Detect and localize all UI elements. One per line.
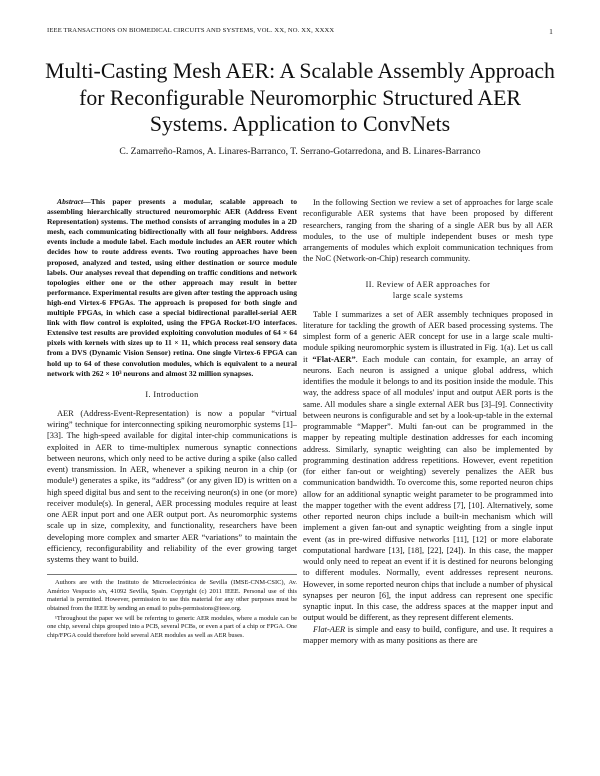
right-column	[303, 197, 553, 646]
review-paragraph-1-start: Table I summarizes a set of AER assembly techniques proposed in literature for tackling the growth of AER based processing systems. The simplest form of a generic AER concept for use in a large scale multi-module spiking neuromorphic system is illustrated in Fig. 1(a). Let us call it	[303, 309, 553, 364]
section-heading-review	[303, 279, 553, 301]
left-column	[47, 197, 297, 642]
footnote-1: ¹Throughout the paper we will be referring to generic AER modules, where a module can be one chip, several chips grouped into a PCB, several PCBs, or even a part of a chip or FPGA. One chip/FPGA could therefore hold several AER modules as well as AER buses.	[47, 615, 297, 639]
section-heading-review-line1: II. Review of AER approaches for	[365, 279, 491, 289]
abstract-text: This paper presents a modular, scalable approach to assembling hierarchically structured neuromorphic AER (Address Event Representation) systems. The method consists of arranging modules in a 2D mesh, each communicating bidirectionally with all four neighbors. Address events include a module label. Each module includes an AER router which decides how to route address events. Two routing approaches have been proposed, analyzed and tested, using either destination or source module labels. Our analyses reveal that depending on traffic conditions and network topologies either one or the other approach may result in better performance. Experimental results are given after testing the approach using high-end Virtex-6 FPGAs. The approach is proposed for both single and multiple FPGAs, in which case a special bidirectional parallel-serial AER link with flow control is exploited, using the FPGA Rocket-I/O interfaces. Extensive test results are provided exploiting convolution modules of 64 × 64 pixels with kernels with sizes up to 11 × 11, which process real sensory data from a DVS (Dynamic Vision Sensor) retina. One single Virtex-6 FPGA can hold up to 64 of these convolution modules, which is equivalent to a neural network with 262 × 10³ neurons and almost 32 million synapses.	[47, 197, 297, 378]
review-paragraph-2	[303, 624, 553, 647]
review-paragraph-1	[303, 309, 553, 624]
flat-aer-term-italic: Flat-AER	[313, 624, 346, 634]
page-number: 1	[549, 27, 553, 36]
paper-title: Multi-Casting Mesh AER: A Scalable Assembly Approach for Reconfigurable Neuromorphic Structured AER Systems. Application to ConvNets	[45, 59, 555, 136]
abstract-label: Abstract—	[57, 197, 91, 206]
intro-paragraph: AER (Address-Event-Representation) is now a popular “virtual wiring” technique for interconnecting spiking neuromorphic systems [1]–[33]. The high-speed available for digital inter-chip communications is exploited in AER to time-multiplex numerous synaptic connections between neurons, which only need to be active during a spike (also called event) transmission. In AER, whenever a spiking neuron in a chip (or module¹) generates a spike, its “address” (or any given ID) is written on a high speed digital bus and sent to the receiving neuron(s) in one (or more) receiver module(s). In general, AER processing modules require at least one AER input port and one AER output port. As neuromorphic systems scale up in size, complexity, and functionality, researchers have been developing more complex and smarter AER “variations” to maintain the efficiency, reconfigurability and reliability of the ever growing target systems they want to build.	[47, 408, 297, 565]
review-paragraph-1-rest: . Each module can contain, for example, an array of neurons. Each neuron is assigned a unique global address, which identifies the module it belongs to and its position inside the module. This way, the address space of all modules' input and output AER ports is the same. All modules share a single external AER bus [3]–[9]. Connectivity between neurons is configurable and set by a look-up-table in the external programmable “Mapper”. Multi fan-out can be programmed in the mapper by repeating multiple destination addresses for each incoming address. Similarly, synaptic weighting can also be implemented by programming destination address repetitions. However, event repetition (for either fan-out or weighting) severely penalizes the AER bus communication bandwidth. To overcome this, some reported neuron chips allow for an additional synaptic weight parameter to be programmed into the mapper together with the event address [7], [10]. Alternatively, some other reported neuron chips include a built-in mechanism which will implement a given fan-out and synaptic weighting from a single input event (as in pre-wired diffusive networks [11], [12] or more elaborate computational hardware [13], [18], [22], [24]). In this case, the mapper would only need to repeat an event if it is destined for neurons belonging to different modules. Normally, event addresses represent neurons. However, in some reported neuron chips that include a number of physical synapses per neuron [6], the input address can represent one specific synaptic input. In this case, the address spaces at the mapper input and output would be different, as they represent different elements.	[303, 354, 553, 623]
author-list: C. Zamarreño-Ramos, A. Linares-Barranco, T. Serrano-Gotarredona, and B. Linares-Barranco	[119, 146, 481, 157]
journal-name: IEEE TRANSACTIONS ON BIOMEDICAL CIRCUITS AND SYSTEMS, VOL. XX, NO. XX, XXXX	[47, 27, 335, 34]
flat-aer-term: “Flat-AER”	[312, 354, 356, 364]
abstract	[47, 197, 297, 379]
overview-paragraph: In the following Section we review a set of approaches for large scale reconfigurable AER systems that have been proposed by different researchers, ranging from the sharing of a single AER bus by all AER modules, to the use of multiple independent buses or mesh type arrangements of modules which exploit communication techniques from the NoC (Network-on-Chip) research community.	[303, 198, 553, 264]
running-header	[47, 27, 553, 39]
section-heading-introduction: I. Introduction	[145, 389, 199, 399]
section-heading-review-line2: large scale systems	[392, 290, 464, 300]
review-paragraph-2-rest: is simple and easy to build, configure, and use. It requires a mapper memory with as many positions as there are	[303, 624, 553, 645]
author-affiliation-note: Authors are with the Instituto de Microelectrónica de Sevilla (IMSE-CNM-CSIC), Av. Américo Vespucio s/n, 41092 Sevilla, Spain. Copyright (c) 2011 IEEE. Personal use of this material is permitted. However, permission to use this material for any other purposes must be obtained from the IEEE by sending an email to pubs-permissions@ieee.org.	[47, 579, 297, 612]
footnotes	[47, 574, 297, 640]
